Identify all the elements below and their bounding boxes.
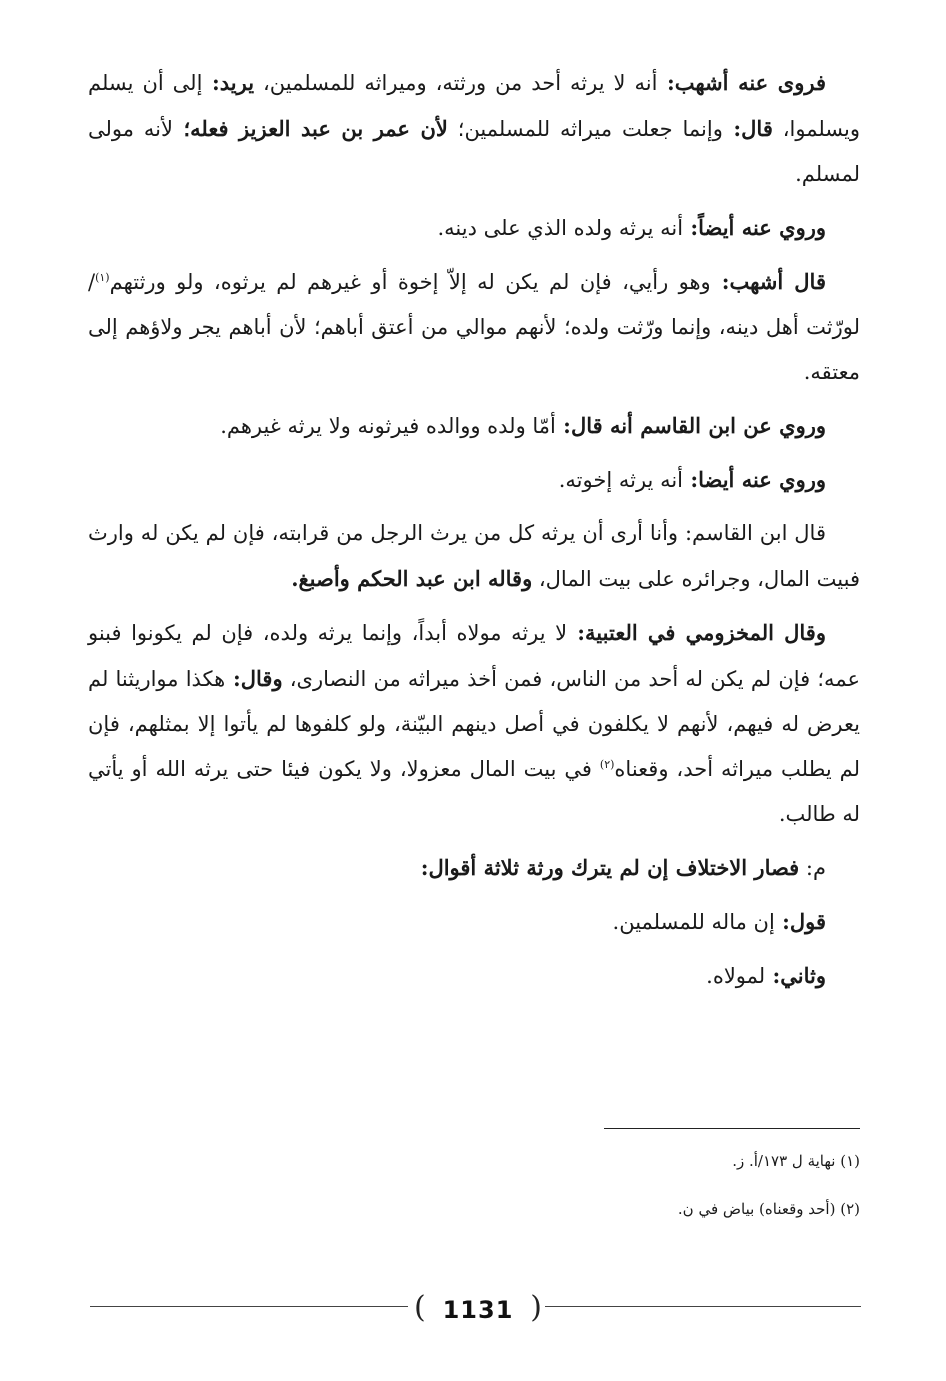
text-run: لأنه مولى لمسلم.	[88, 117, 860, 186]
text-run: وروي عن ابن القاسم أنه قال:	[555, 413, 826, 438]
text-run: قال أشهب:	[710, 269, 826, 294]
paragraph	[88, 953, 860, 999]
text-run: م:	[799, 856, 826, 880]
text-run: وثاني:	[765, 963, 826, 988]
footnote: (١) نهاية ل ١٧٣/أ. ز.	[732, 1152, 860, 1170]
footnote-ref: (١)	[95, 271, 110, 284]
main-text	[88, 60, 860, 1007]
text-run: وقال:	[225, 666, 283, 691]
text-run: إن ماله للمسلمين.	[612, 910, 775, 934]
text-run: في بيت المال معزولا، ولا يكون فيئا حتى يرثه الله أو يأتي له طالب.	[88, 757, 860, 826]
text-run: وقال المخزومي في العتبية:	[567, 620, 826, 645]
page-number-rule-right	[545, 1306, 861, 1307]
footnote-separator	[604, 1128, 860, 1129]
paragraph	[88, 60, 860, 197]
text-run: قول:	[774, 909, 826, 934]
text-run: وروي عنه أيضا:	[683, 467, 826, 492]
bracket-right-icon: )	[530, 1290, 542, 1325]
footnote: (٢) (أحد وقعناه) بياض في ن.	[677, 1200, 860, 1218]
page-number: 1131	[442, 1296, 514, 1324]
text-run: أنه يرثه إخوته.	[558, 468, 684, 492]
text-run: / لورّثت أهل دينه، وإنما ورّثت ولده؛ لأنهم موالي من أعتق أباهم؛ لأن أباهم يجر ولاؤهم إلى معتقه.	[88, 270, 860, 384]
text-run: إلى أن يسلم ويسلموا،	[88, 71, 861, 141]
paragraph	[88, 511, 860, 602]
paragraph	[88, 259, 860, 395]
text-run: لأن عمر بن عبد العزيز فعله؛	[172, 116, 448, 141]
text-run: أنه لا يرثه أحد من ورثته، وميراثه للمسلمين،	[254, 71, 658, 95]
bracket-left-icon: (	[414, 1290, 426, 1325]
text-run: قال:	[722, 116, 773, 141]
text-run: وهو رأيي، فإن لم يكن له إلاّ إخوة أو غيرهم لم يرثوه، ولو ورثتهم	[109, 270, 711, 294]
text-run: وروي عنه أيضاً:	[683, 215, 826, 240]
paragraph	[88, 205, 860, 251]
text-run: وأنا أرى أن يرثه كل من يرث الرجل من قرابته، فإن لم يكن له وارث فبيت المال، وجرائره على بيت المال،	[88, 521, 860, 591]
text-run: لا يرثه مولاه أبداً، وإنما يرثه ولده، فإن لم يكونوا فبنو عمه؛ فإن لم يكن له أحد من الناس، فمن أخذ ميراثه من النصارى،	[88, 621, 860, 691]
paragraph	[88, 899, 860, 945]
text-run: فصار الاختلاف إن لم يترك ورثة ثلاثة أقوال:	[420, 855, 800, 880]
text-run: قال ابن القاسم:	[678, 521, 826, 545]
paragraph	[88, 845, 860, 891]
footnote-ref: (٢)	[599, 758, 615, 771]
text-run: أمّا ولده ووالده فيرثونه ولا يرثه غيرهم.	[220, 414, 556, 438]
text-run: وقاله ابن عبد الحكم وأصبغ.	[291, 566, 533, 591]
paragraph	[88, 403, 860, 449]
text-run: أنه يرثه ولده الذي على دينه.	[437, 216, 684, 240]
page-number-box	[410, 1290, 546, 1330]
text-run: هكذا مواريثنا لم يعرض له فيهم، لأنهم لا يكلفون في أصل دينهم البيّنة، ولو كلفوها لم يأتوا إلا بمثلهم، فإن لم يطلب ميراثه أحد، وقعناه	[88, 667, 860, 781]
paragraph	[88, 457, 860, 503]
footnotes	[300, 1150, 860, 1246]
text-run: وإنما جعلت ميراثه للمسلمين؛	[447, 117, 723, 141]
page-number-rule-left	[90, 1306, 408, 1307]
text-run: فروى عنه أشهب:	[657, 70, 826, 95]
paragraph	[88, 610, 860, 837]
text-run: يريد:	[202, 70, 255, 95]
text-run: لمولاه.	[706, 964, 766, 988]
